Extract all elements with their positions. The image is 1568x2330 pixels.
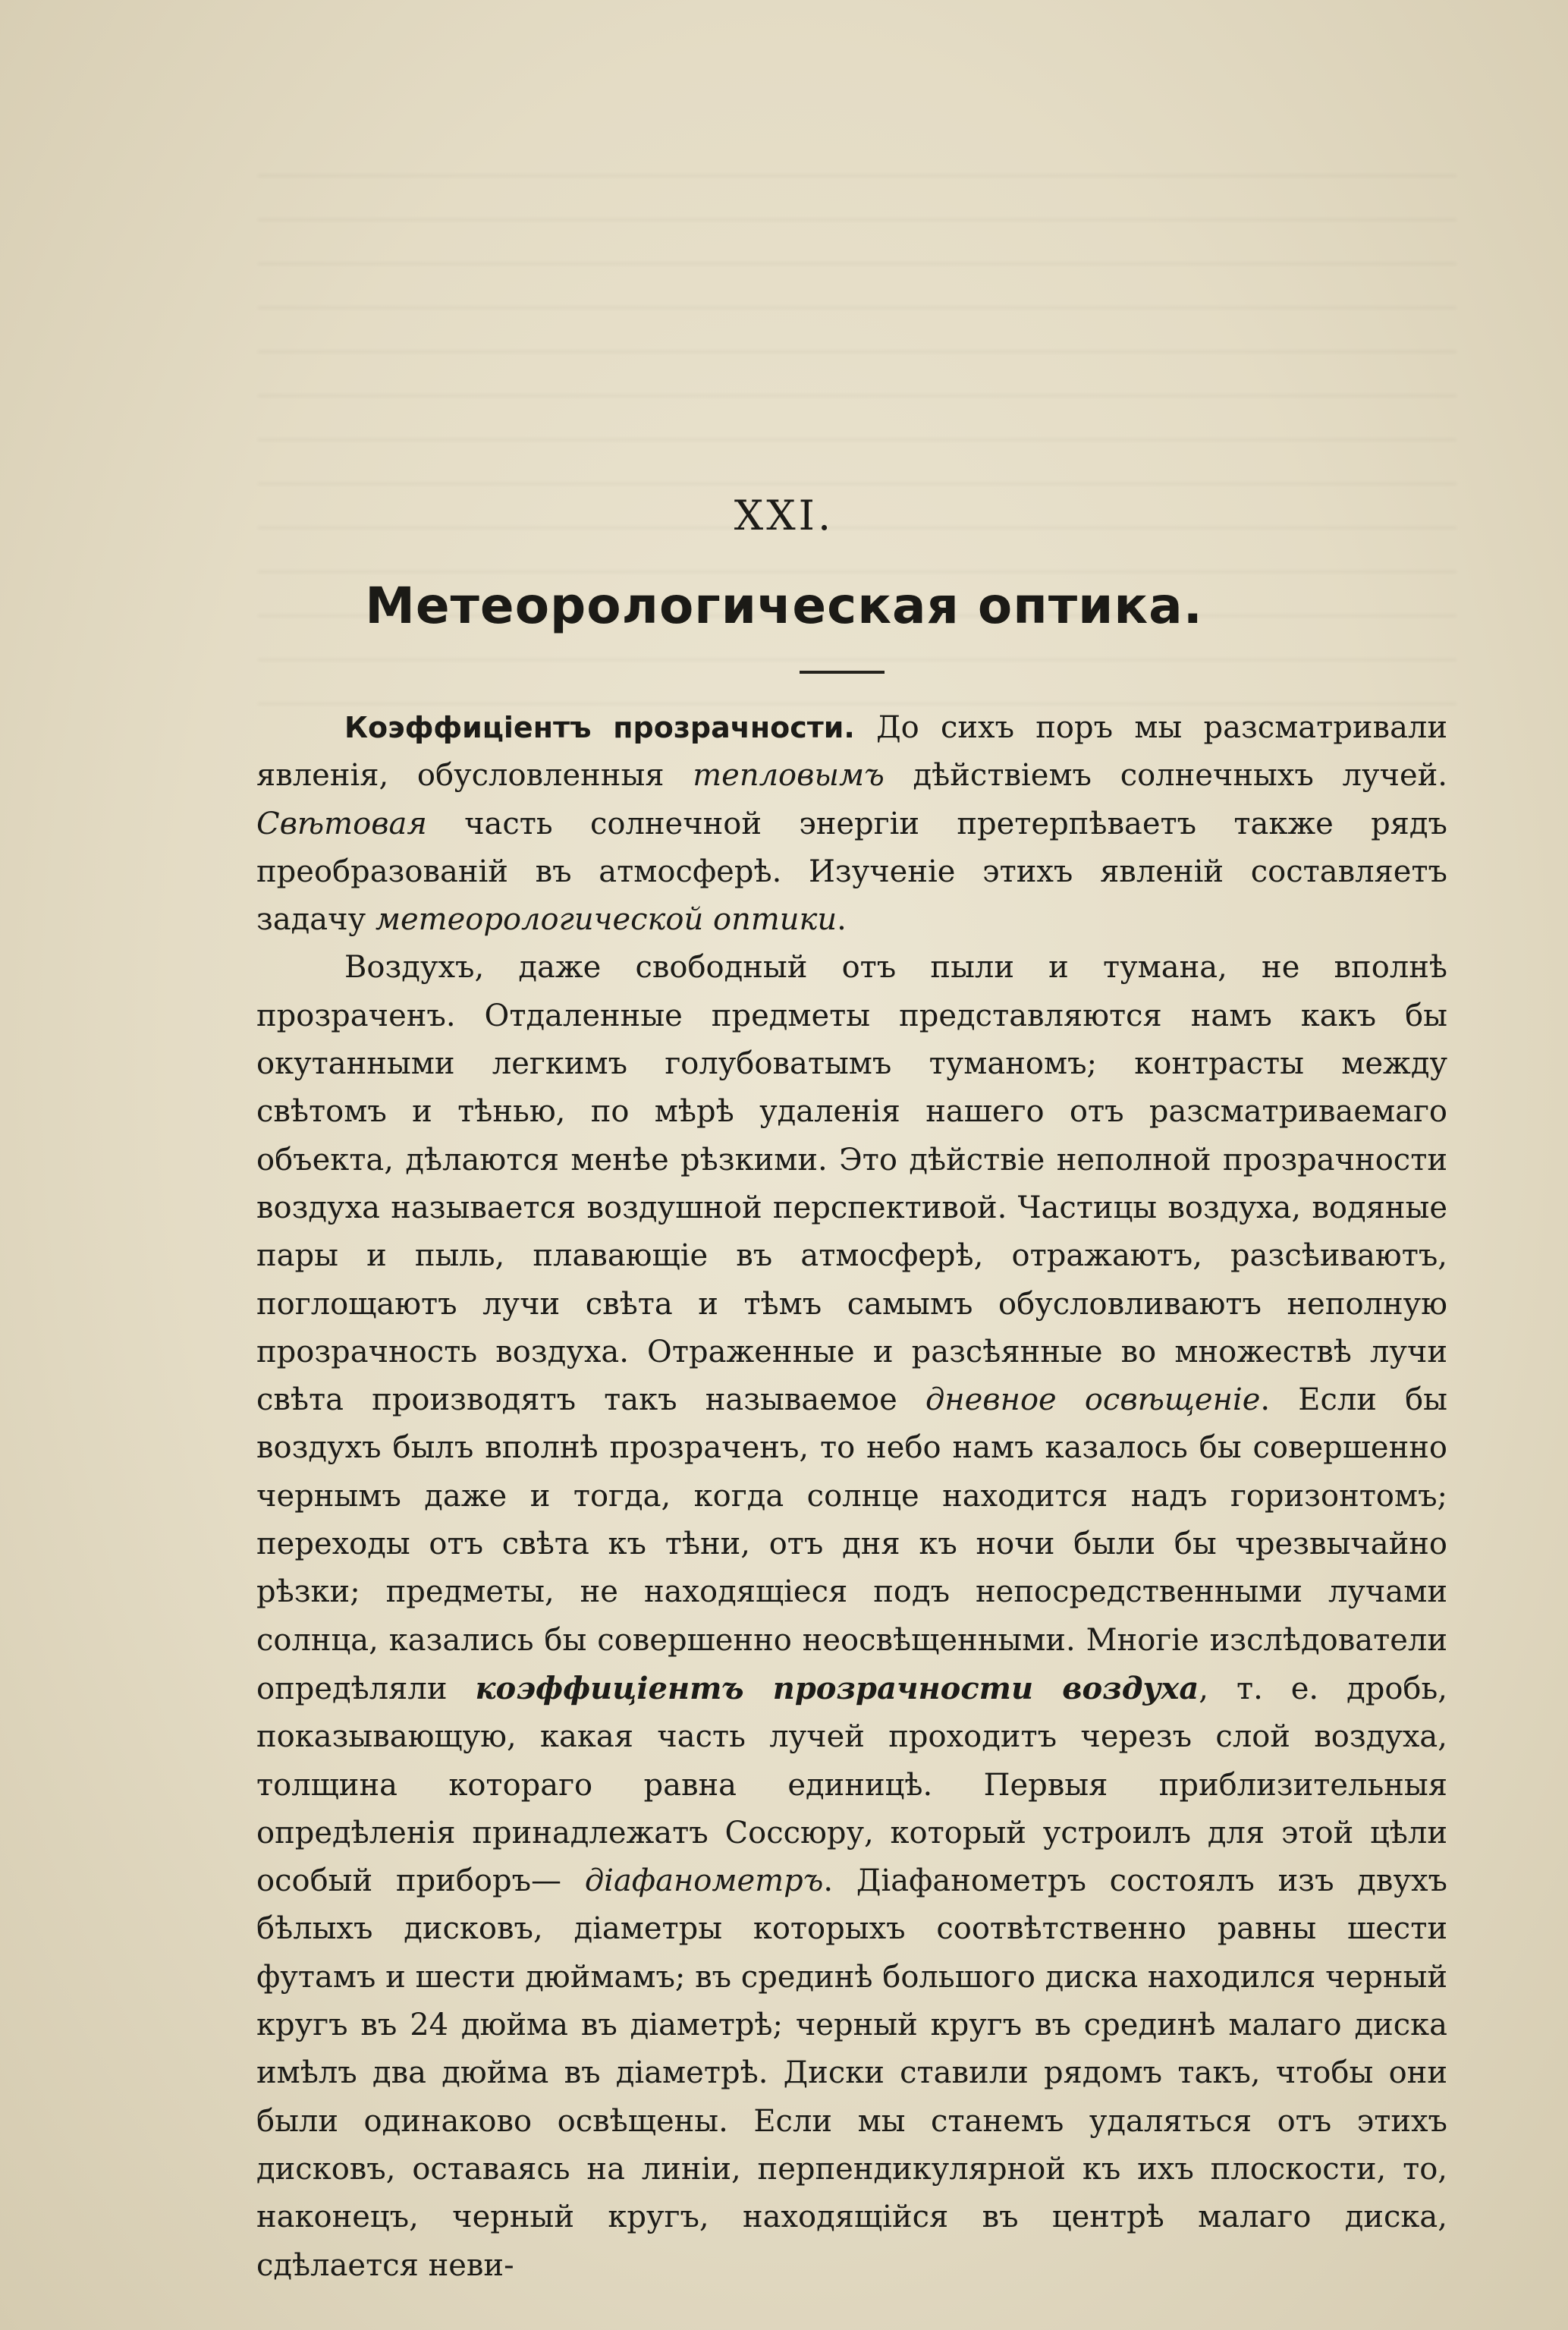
emphasis-term: діафанометръ bbox=[584, 1863, 824, 1899]
paragraph-heading: Коэффиціентъ прозрачности. bbox=[344, 711, 855, 744]
text-run: . Если бы воздухъ былъ вполнѣ прозраченъ, то небо намъ казалось бы совершенно чернымъ даже и тогда, когда солнце находится надъ горизонтомъ; переходы отъ свѣта къ тѣни, отъ дня къ ночи были бы чрезвычайно рѣзки; предметы, не находящіеся подъ непосредственными лучами солнца, казались бы совершенно неосвѣщенными. Многіе изслѣдователи опредѣляли bbox=[256, 1382, 1447, 1706]
emphasis-term: метеорологической оптики bbox=[375, 902, 837, 938]
text-run: , т. е. дробь, показывающую, какая часть лучей проходитъ черезъ слой воздуха, толщина котораго равна единицѣ. Первыя приблизительныя опредѣленія принадлежатъ Соссюру, который устроилъ для этой цѣли особый приборъ— bbox=[256, 1671, 1448, 1899]
emphasis-term: тепловымъ bbox=[693, 758, 885, 794]
text-run: . bbox=[837, 902, 847, 938]
section-number: XXI. bbox=[734, 492, 834, 539]
emphasis-term: Свѣтовая bbox=[256, 806, 427, 841]
text-run: . Діафанометръ состоялъ изъ двухъ бѣлыхъ дисковъ, діаметры которыхъ соотвѣтственно равны шести футамъ и шести дюймамъ; въ срединѣ большого диска находился черный кругъ въ 24 дюйма въ діаметрѣ; черный кругъ въ срединѣ малаго диска имѣлъ два дюйма въ діаметрѣ. Диски ставили рядомъ такъ, чтобы они были одинаково освѣщены. Если мы станемъ удаляться отъ этихъ дисковъ, оставаясь на линіи, перпендикулярной къ ихъ плоскости, то, наконецъ, черный кругъ, находящійся въ центрѣ малаго диска, сдѣлается неви- bbox=[256, 1863, 1447, 2283]
emphasis-term: дневное освѣщеніе bbox=[925, 1382, 1261, 1418]
text-run: дѣйствіемъ солнечныхъ лучей. bbox=[884, 758, 1447, 794]
paragraph-transparency-coefficient bbox=[256, 704, 1447, 944]
text-run: Воздухъ, даже свободный отъ пыли и тумана, не вполнѣ прозраченъ. Отдаленные предметы представляются намъ какъ бы окутанными легкимъ голубоватымъ туманомъ; контрасты между свѣтомъ и тѣнью, по мѣрѣ удаленія нашего отъ разсматриваемаго объекта, дѣлаются менѣе рѣзкими. Это дѣйствіе неполной прозрачности воздуха называется воздушной перспективой. Частицы воздуха, водяные пары и пыль, плавающіе въ атмосферѣ, отражаютъ, разсѣиваютъ, поглощаютъ лучи свѣта и тѣмъ самымъ обусловливаютъ неполную прозрачность воздуха. Отраженные и разсѣянные во множествѣ лучи свѣта производятъ такъ называемое bbox=[256, 950, 1447, 1418]
paragraph-air-transparency bbox=[256, 944, 1447, 2289]
text-run: До сихъ поръ мы разсматривали явленія, обусловленныя bbox=[256, 710, 1447, 794]
title-divider bbox=[800, 671, 885, 674]
body-text bbox=[256, 704, 1447, 2290]
emphasis-term: коэффиціентъ прозрачности воздуха bbox=[475, 1670, 1199, 1706]
chapter-title: Метеорологическая оптика. bbox=[365, 577, 1203, 635]
text-run: часть солнечной энергіи претерпѣваетъ также рядъ преобразованій въ атмосферѣ. Изученіе этихъ явленій составляетъ задачу bbox=[256, 806, 1447, 938]
